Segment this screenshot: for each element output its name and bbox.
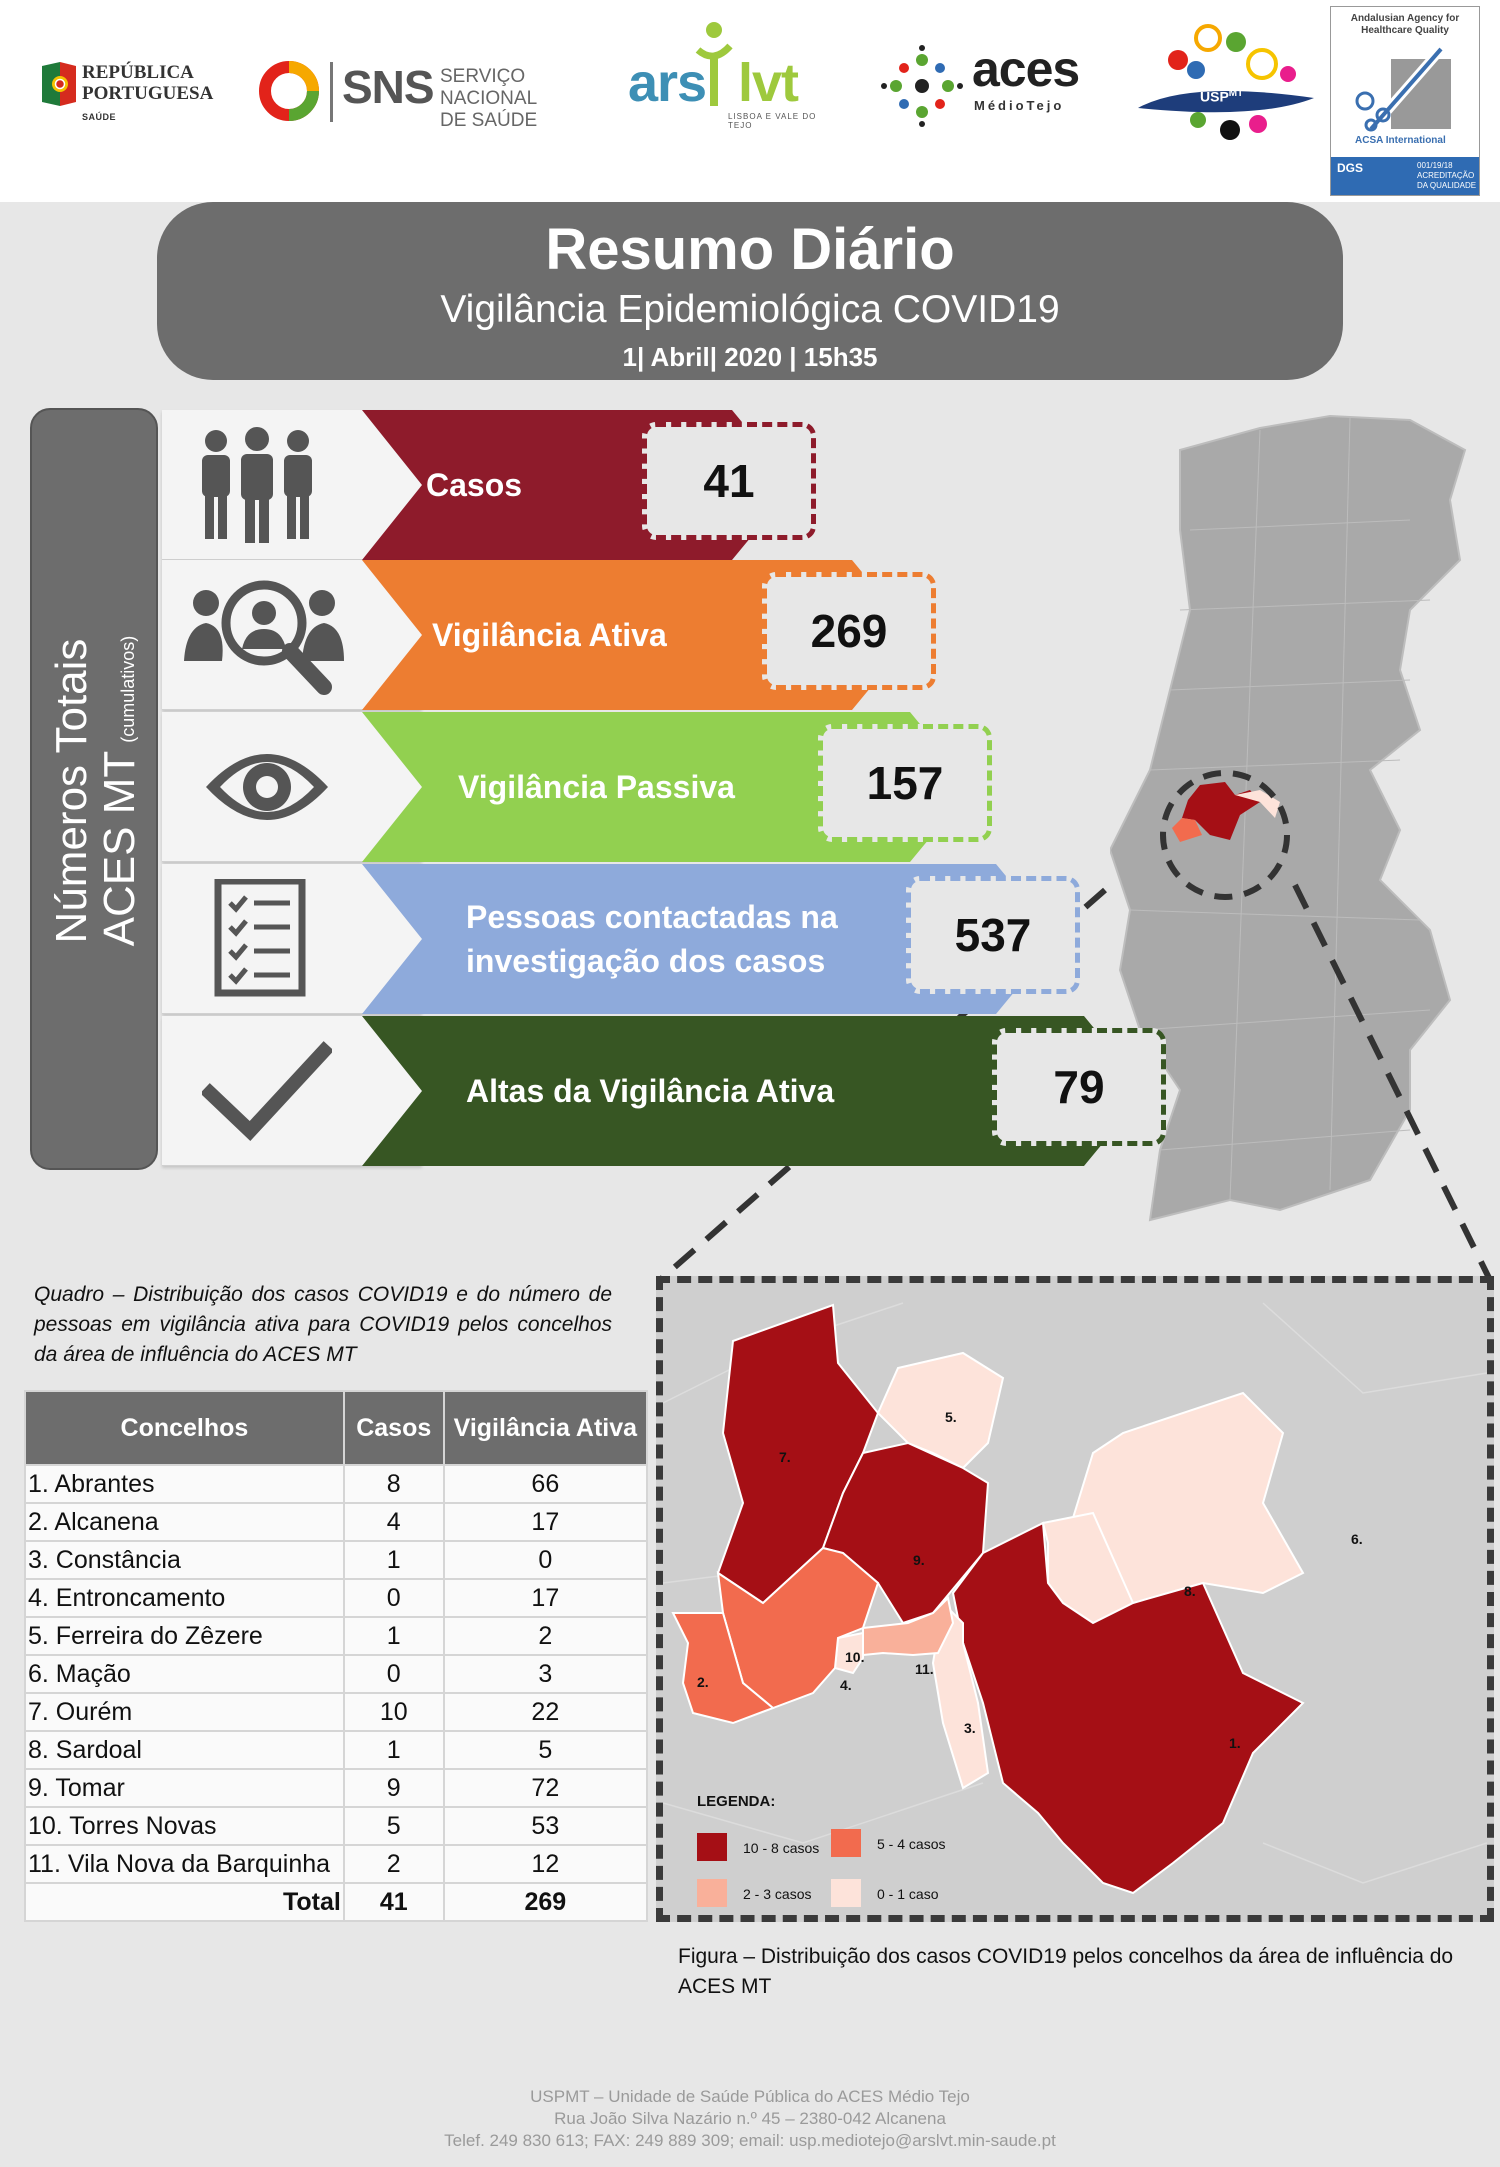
table-row [25, 1731, 647, 1769]
row-name: 1. Abrantes [25, 1465, 344, 1503]
side-label-line2: ACES MT [95, 750, 144, 947]
stat-value-altas: 79 [992, 1028, 1166, 1146]
acsa-band [1331, 157, 1479, 195]
acsa-badge [1330, 6, 1480, 196]
row-name: 6. Mação [25, 1655, 344, 1693]
row-name: 11. Vila Nova da Barquinha [25, 1845, 344, 1883]
stat-label-vigilancia-passiva: Vigilância Passiva [458, 769, 735, 805]
row-name: 5. Ferreira do Zêzere [25, 1617, 344, 1655]
row-name: 9. Tomar [25, 1769, 344, 1807]
footer-line2: Rua João Silva Nazário n.º 45 – 2380-042 Alcanena [554, 2109, 946, 2128]
legend-swatch-1 [831, 1829, 861, 1857]
stat-row-vigilancia-passiva [162, 712, 1162, 862]
aces-word: aces [972, 41, 1080, 97]
total-label: Total [25, 1883, 344, 1921]
row-name: 3. Constância [25, 1541, 344, 1579]
row-casos: 0 [344, 1579, 444, 1617]
table-row [25, 1655, 647, 1693]
portugal-map [1110, 410, 1500, 1230]
sns-line1: SERVIÇO NACIONAL [440, 66, 538, 109]
muni-label-4: 4. [840, 1677, 852, 1693]
row-casos: 9 [344, 1769, 444, 1807]
usp-sup: MT [1228, 88, 1244, 99]
table-row [25, 1693, 647, 1731]
aces-sub: MédioTejo [974, 98, 1065, 113]
legend-item: 0 - 1 caso [877, 1886, 939, 1902]
stat-value-pessoas-contactadas: 537 [906, 876, 1080, 994]
republica-line1: REPÚBLICA [82, 62, 194, 83]
row-vigilancia: 17 [444, 1503, 647, 1541]
row-vigilancia: 72 [444, 1769, 647, 1807]
row-vigilancia: 17 [444, 1579, 647, 1617]
row-casos: 10 [344, 1693, 444, 1731]
usp-word: USP [1200, 88, 1229, 105]
row-vigilancia: 0 [444, 1541, 647, 1579]
legend-swatch-2 [697, 1879, 727, 1907]
table-row [25, 1579, 647, 1617]
logo-bar [0, 0, 1500, 202]
row-vigilancia: 53 [444, 1807, 647, 1845]
page-title: Resumo Diário [545, 217, 955, 282]
map-caption: Figura – Distribuição dos casos COVID19 pelos concelhos da área de influência do ACES MT [678, 1945, 1454, 1998]
usp-mt-logo [1138, 20, 1314, 140]
usp-bubbles-icon [1138, 20, 1314, 140]
muni-label-3: 3. [964, 1720, 976, 1736]
row-name: 8. Sardoal [25, 1731, 344, 1769]
muni-label-9: 9. [913, 1552, 925, 1568]
page-subtitle: Vigilância Epidemiológica COVID19 [440, 288, 1060, 331]
row-vigilancia: 66 [444, 1465, 647, 1503]
row-vigilancia: 22 [444, 1693, 647, 1731]
side-label-line1: Números Totais [47, 638, 96, 944]
muni-label-1: 1. [1229, 1735, 1241, 1751]
table-row [25, 1617, 647, 1655]
row-casos: 8 [344, 1465, 444, 1503]
row-vigilancia: 3 [444, 1655, 647, 1693]
row-casos: 2 [344, 1845, 444, 1883]
header-concelhos: Concelhos [25, 1391, 344, 1465]
muni-label-5: 5. [945, 1409, 957, 1425]
acsa-mid-text: ACSA International [1355, 135, 1446, 146]
legend-title: LEGENDA: [697, 1793, 776, 1810]
legend-swatch-3 [831, 1879, 861, 1907]
total-casos: 41 [344, 1883, 444, 1921]
acsa-top-text: Andalusian Agency for Healthcare Quality [1350, 13, 1460, 36]
title-banner [157, 202, 1343, 380]
ars-sub: LISBOA E VALE DO TEJO [728, 112, 817, 130]
ars-word: ars [628, 53, 707, 113]
checklist-icon [202, 879, 332, 999]
muni-label-7: 7. [779, 1449, 791, 1465]
aces-logo [880, 40, 1080, 130]
row-name: 4. Entroncamento [25, 1579, 344, 1617]
table-row [25, 1541, 647, 1579]
stat-row-vigilancia-ativa [162, 560, 1162, 710]
legend-item: 2 - 3 casos [743, 1886, 812, 1902]
row-casos: 5 [344, 1807, 444, 1845]
side-label-totals [30, 408, 158, 1170]
stat-label-pessoas-line2: investigação dos casos [466, 943, 826, 979]
row-casos: 1 [344, 1731, 444, 1769]
stat-label-pessoas-contactadas [466, 864, 838, 1014]
zoom-map-frame [656, 1276, 1494, 1922]
row-name: 2. Alcanena [25, 1503, 344, 1541]
header-vigilancia-ativa: Vigilância Ativa [444, 1391, 647, 1465]
row-name: 7. Ourém [25, 1693, 344, 1731]
muni-label-10: 10. [845, 1649, 865, 1665]
people-icon [192, 425, 322, 545]
report-date: 1| Abril| 2020 | 15h35 [622, 342, 878, 372]
sns-divider [330, 62, 334, 122]
table-row [25, 1769, 647, 1807]
row-casos: 4 [344, 1503, 444, 1541]
sns-line2: DE SAÚDE [440, 110, 538, 131]
muni-label-8: 8. [1184, 1583, 1196, 1599]
eye-icon [202, 727, 332, 847]
acsa-emblem-icon [1331, 39, 1479, 139]
total-vigilancia: 269 [444, 1883, 647, 1921]
stat-label-pessoas-line1: Pessoas contactadas na [466, 899, 838, 935]
row-vigilancia: 12 [444, 1845, 647, 1883]
table-caption: Quadro – Distribuição dos casos COVID19 e do número de pessoas em vigilância ativa para COVID19 pelos concelhos da área de influência do ACES MT [34, 1283, 612, 1366]
row-vigilancia: 2 [444, 1617, 647, 1655]
row-vigilancia: 5 [444, 1731, 647, 1769]
table-total-row [25, 1883, 647, 1921]
legend-item: 5 - 4 casos [877, 1836, 946, 1852]
legend-item: 10 - 8 casos [743, 1840, 820, 1856]
acsa-dgs: DGS [1337, 161, 1364, 175]
muni-label-6: 6. [1351, 1531, 1363, 1547]
stat-label-casos: Casos [426, 467, 523, 503]
magnifier-person-icon [182, 575, 352, 695]
stat-value-casos: 41 [642, 422, 816, 540]
table-row [25, 1807, 647, 1845]
side-label-note: (cumulativos) [118, 635, 138, 743]
table-row [25, 1845, 647, 1883]
lvt-word: lvt [738, 53, 799, 113]
row-casos: 1 [344, 1541, 444, 1579]
footer-line3: Telef. 249 830 613; FAX: 249 889 309; email: usp.mediotejo@arslvt.min-saude.pt [444, 2131, 1056, 2150]
stat-label-vigilancia-ativa: Vigilância Ativa [432, 617, 667, 653]
cases-table [24, 1390, 648, 1922]
republica-line2: PORTUGUESA [82, 83, 214, 104]
row-casos: 0 [344, 1655, 444, 1693]
legend-swatch-0 [697, 1833, 727, 1861]
footer-line1: USPMT – Unidade de Saúde Pública do ACES Médio Tejo [530, 2087, 970, 2106]
ars-figure-icon [694, 20, 734, 110]
table-header-row [25, 1391, 647, 1465]
row-name: 10. Torres Novas [25, 1807, 344, 1845]
ars-lvt-logo [628, 20, 838, 130]
checkmark-icon [202, 1031, 332, 1151]
footer [0, 2086, 1500, 2152]
acsa-code: 001/19/18 ACREDITAÇÃO DA QUALIDADE [1417, 161, 1477, 190]
sns-big-text: SNS [342, 61, 434, 113]
table-row [25, 1503, 647, 1541]
header-casos: Casos [344, 1391, 444, 1465]
muni-label-2: 2. [697, 1674, 709, 1690]
aces-dots-icon [880, 44, 964, 128]
stat-label-altas: Altas da Vigilância Ativa [466, 1073, 835, 1109]
municipalities-map [663, 1283, 1487, 1915]
sns-logo [258, 56, 598, 131]
stat-value-vigilancia-ativa: 269 [762, 572, 936, 690]
republica-portuguesa-logo [38, 56, 214, 134]
muni-label-11: 11. [915, 1661, 934, 1677]
republica-sub: SAÚDE [82, 112, 117, 122]
sns-emblem-icon [258, 60, 320, 122]
table-row [25, 1465, 647, 1503]
stat-value-vigilancia-passiva: 157 [818, 724, 992, 842]
row-casos: 1 [344, 1617, 444, 1655]
portugal-flag-icon [38, 60, 78, 110]
